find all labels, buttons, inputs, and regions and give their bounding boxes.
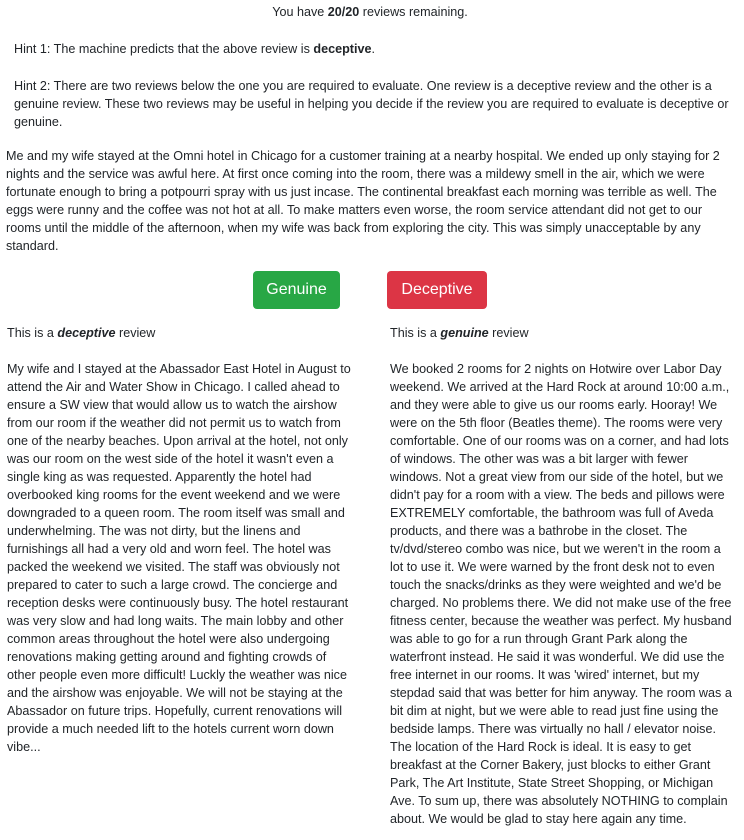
remaining-suffix: reviews remaining.: [359, 5, 468, 19]
example-label-prefix: This is a: [390, 326, 441, 340]
example-label-type: genuine: [440, 326, 489, 340]
example-label-suffix: review: [488, 326, 529, 340]
example-review-genuine: [390, 324, 737, 828]
genuine-button[interactable]: Genuine: [253, 271, 340, 309]
hint-1-suffix: .: [371, 42, 375, 56]
example-label-type: deceptive: [57, 326, 116, 340]
example-review-deceptive: [7, 324, 353, 756]
remaining-count: 20/20: [327, 5, 360, 19]
review-to-evaluate: Me and my wife stayed at the Omni hotel in Chicago for a customer training at a nearby hospital. We ended up only staying for 2 nights and the service was awful here. At first once coming into the room, there was a mildewy smell in the air, which we were fortunate enough to bring a potpourri spray with us just incase. The continental breakfast each morning was terrible as well. The eggs were runny and the coffee was not hot at all. To make matters even worse, the room service attendant did not get to our rooms until the middle of the afternoon, when my wife was back from exploring the city. This was simply unacceptable by any standard.: [6, 149, 720, 253]
example-review-label: [7, 324, 353, 342]
deceptive-button[interactable]: Deceptive: [387, 271, 487, 309]
reviews-remaining: [0, 3, 740, 21]
hint-1-prediction: deceptive: [313, 42, 372, 56]
hint-1: [14, 40, 730, 58]
example-review-text: My wife and I stayed at the Abassador East Hotel in August to attend the Air and Water Show in Chicago. I called ahead to ensure a SW view that would allow us to watch the airshow from our room if the weather did not permit us to watch from one of the nearby beaches. Upon arrival at the hotel, not only was our room on the west side of the hotel it wasn't even a single king as was requested. Apparently the hotel had overbooked king rooms for the event weekend and we were downgraded to a queen room. The room itself was small and underwhelming. The was not dirty, but the linens and furnishings all had a very old and worn feel. The hotel was packed the weekend we visited. The staff was obviously not prepared to cater to such a large crowd. The concierge and reception desks were continuously busy. The hotel restaurant was very slow and had long waits. The main lobby and other common areas throughout the hotel were also undergoing renovations making getting around and fighting crowds of other people even more difficult! Luckly the weather was nice and the airshow was enjoyable. We will not be staying at the Abassador on future trips. Hopefully, current renovations will provide a much needed lift to the hotels current worn down vibe...: [7, 362, 351, 754]
remaining-prefix: You have: [272, 5, 328, 19]
example-review-label: [390, 324, 737, 342]
hint-2: Hint 2: There are two reviews below the one you are required to evaluate. One review is a deceptive review and the other is a genuine review. These two reviews may be useful in helping you decide if the review you are required to evaluate is deceptive or genuine.: [14, 79, 729, 129]
example-review-text: We booked 2 rooms for 2 nights on Hotwire over Labor Day weekend. We arrived at the Hard Rock at around 10:00 a.m., and they were able to give us our rooms early. Hooray! We were on the 5th floor (Beatles theme). The rooms were very comfortable. One of our rooms was on a corner, and had lots of windows. The other was was a bit larger with fewer windows. Not a great view from our side of the hotel, but we didn't pay for a room with a view. The beds and pillows were EXTREMELY comfortable, the bathroom was full of Aveda products, and there was a bathrobe in the closet. The tv/dvd/stereo combo was nice, but we weren't in the room a lot to use it. We were warned by the front desk not to even touch the snacks/drinks as they were weighted and we'd be charged. No problems there. We did not make use of the free fitness center, because the weather was perfect. My husband was able to go for a run through Grant Park along the waterfront instead. He said it was wonderful. We did use the free internet in our rooms. It was 'wired' internet, but my stepdad said that was better for him anyway. The room was a bit dim at night, but we were able to read just fine using the bedside lamps. There was virtually no hall / elevator noise. The location of the Hard Rock is ideal. It is easy to get breakfast at the Corner Bakery, just blocks to either Grant Park, The Art Institute, State Street Shopping, or Michigan Ave. To sum up, there was absolutely NOTHING to complain about. We would be glad to stay here again any time.: [390, 362, 732, 826]
hint-1-text: Hint 1: The machine predicts that the above review is: [14, 42, 314, 56]
example-label-suffix: review: [115, 326, 156, 340]
example-label-prefix: This is a: [7, 326, 58, 340]
